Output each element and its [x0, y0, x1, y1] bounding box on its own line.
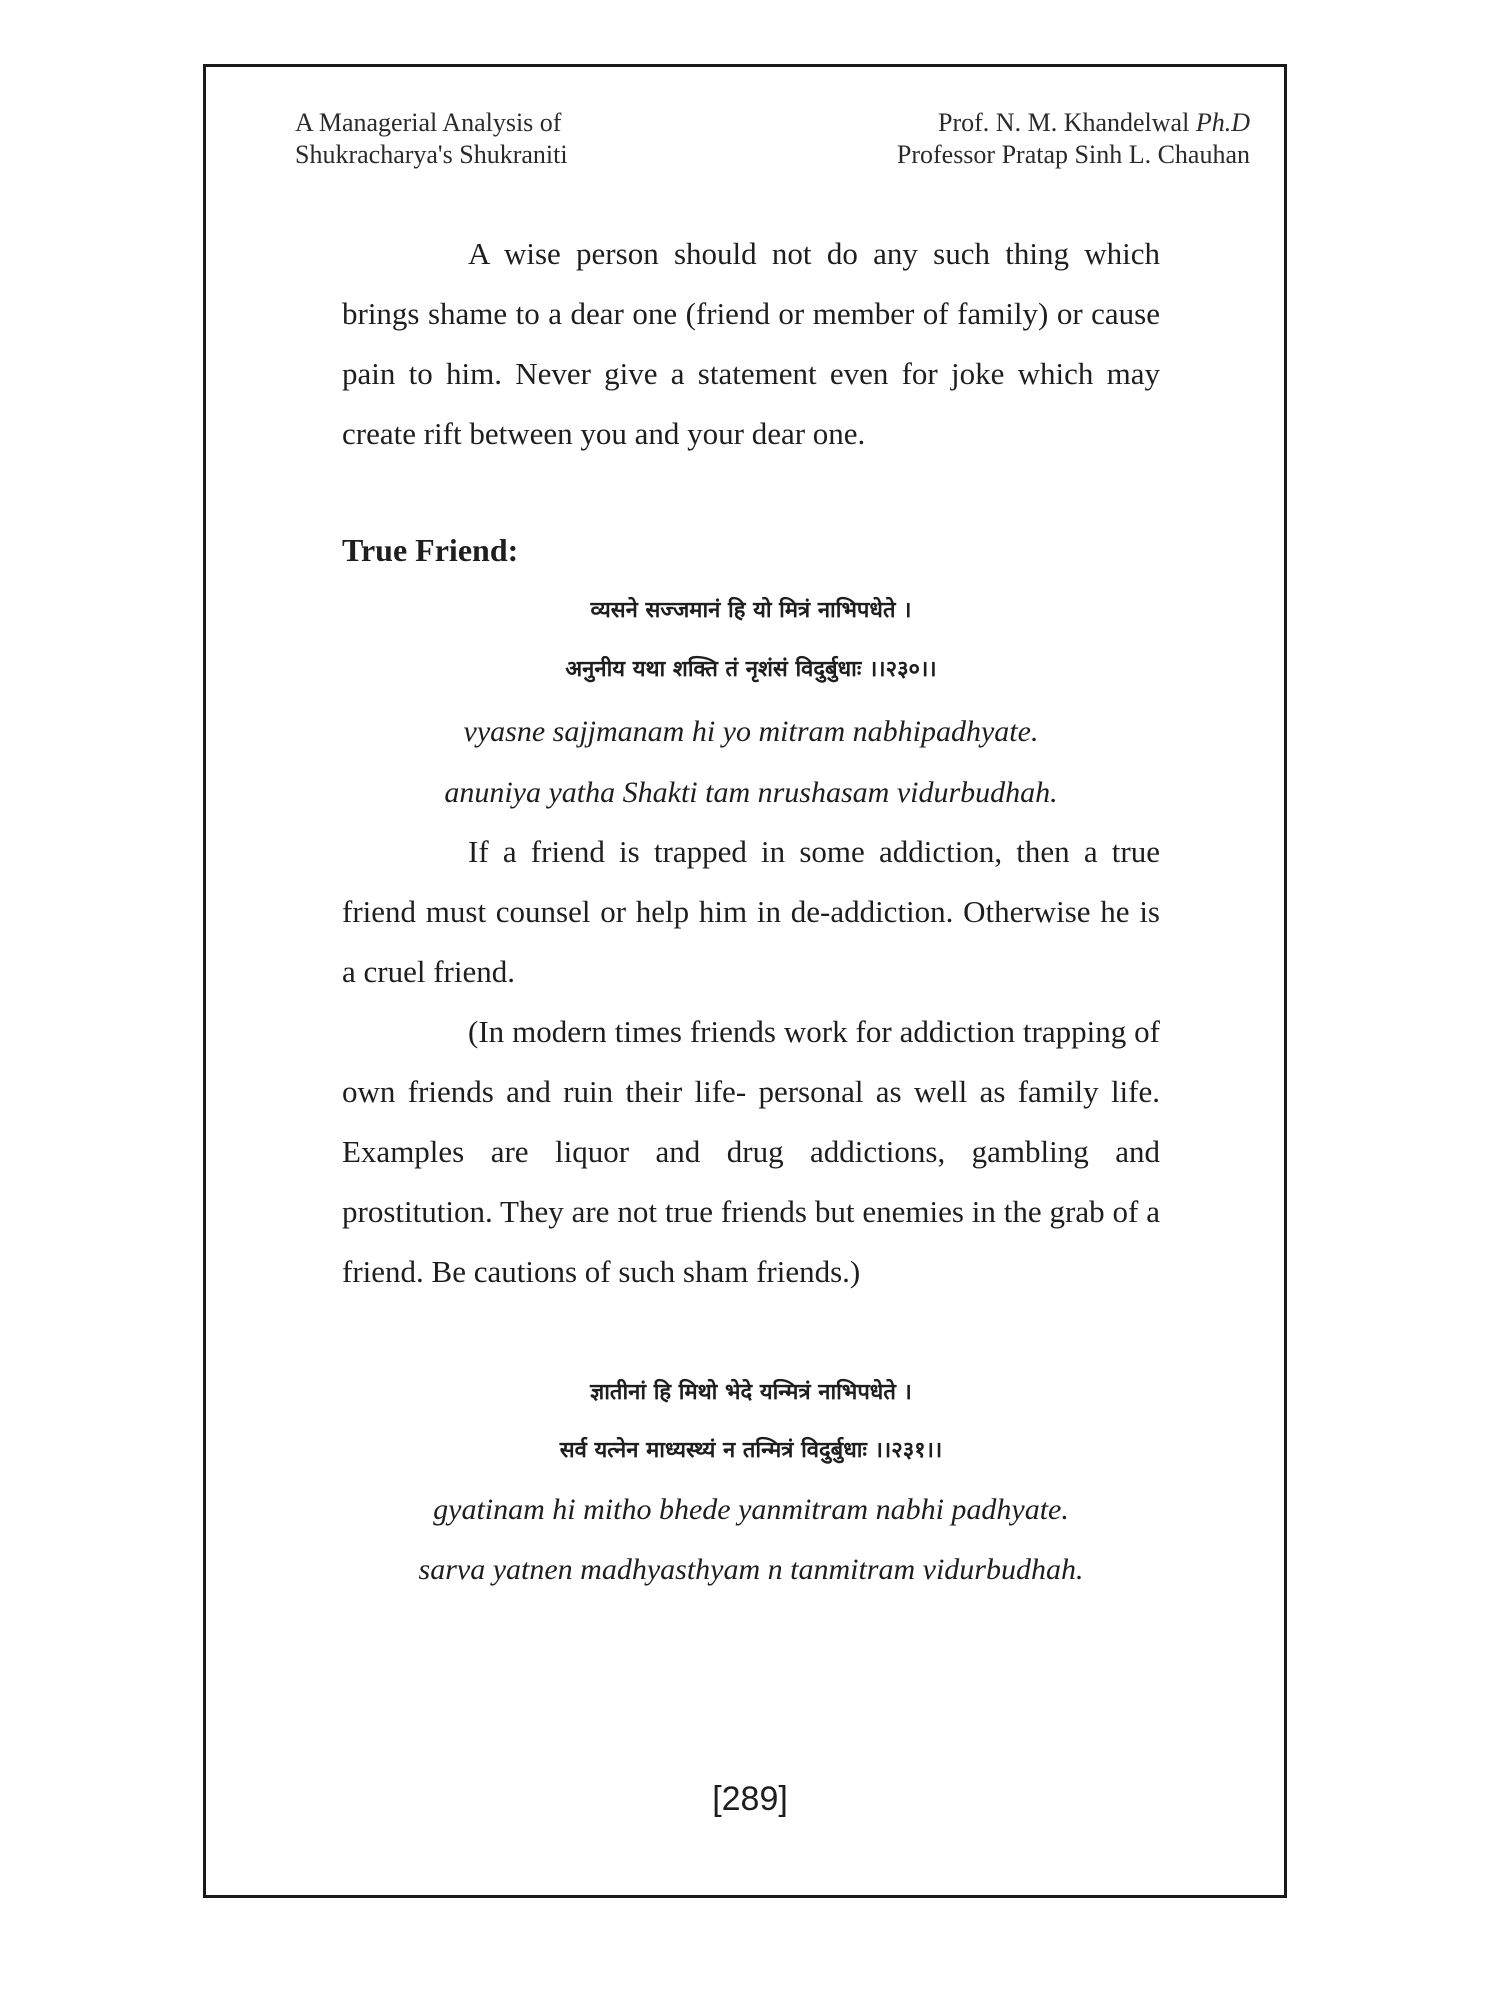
verse2-sanskrit-line2: सर्व यत्नेन माध्यस्थ्यं न तन्मित्रं विदुर्बुधाः ।।२३१।।	[559, 1438, 943, 1463]
page-number: [289]	[712, 1780, 788, 1818]
verse2-translit-line1: gyatinam hi mitho bhede yanmitram nabhi padhyate.	[433, 1493, 1069, 1526]
intro-paragraph: A wise person should not do any such thing which brings shame to a dear one (friend or member of family) or cause pain to him. Never give a statement even for joke which may create rift between you and your dear one.	[342, 236, 1160, 451]
author-degree: Ph.D	[1195, 108, 1250, 137]
author-line1	[897, 107, 1250, 139]
header-left	[295, 107, 568, 171]
verse1-sanskrit-line1: व्यसने सज्जमानं हि यो मित्रं नाभिपधेते ।	[590, 598, 912, 623]
book-title-line1: A Managerial Analysis of	[295, 108, 562, 137]
book-title-line2: Shukracharya's Shukraniti	[295, 140, 568, 169]
verse1-sanskrit-line2: अनुनीय यथा शक्ति तं नृशंसं विदुर्बुधाः ।।२३०।।	[565, 657, 937, 682]
verse1-translit-line1: vyasne sajjmanam hi yo mitram nabhipadhyate.	[463, 715, 1039, 748]
verse2-sanskrit-line1: ज्ञातीनां हि मिथो भेदे यन्मित्रं नाभिपधेते ।	[590, 1380, 912, 1405]
paragraph-addiction: If a friend is trapped in some addiction, then a true friend must counsel or help him in de-addiction. Otherwise he is a cruel friend.	[342, 834, 1160, 989]
author-name: Prof. N. M. Khandelwal	[938, 108, 1190, 137]
verse2-translit-line2: sarva yatnen madhyasthyam n tanmitram vidurbudhah.	[418, 1553, 1084, 1586]
verse1-translit-line2: anuniya yatha Shakti tam nrushasam vidurbudhah.	[444, 776, 1058, 809]
author-line2: Professor Pratap Sinh L. Chauhan	[896, 140, 1250, 169]
section-heading: True Friend:	[342, 532, 519, 568]
paragraph-modern-times: (In modern times friends work for addiction trapping of own friends and ruin their life- personal as well as family life. Examples are liquor and drug addictions, gambling and prostitution. They are not true friends but enemies in the grab of a friend. Be cautions of such sham friends.)	[342, 1014, 1160, 1289]
header-right	[897, 107, 1250, 171]
